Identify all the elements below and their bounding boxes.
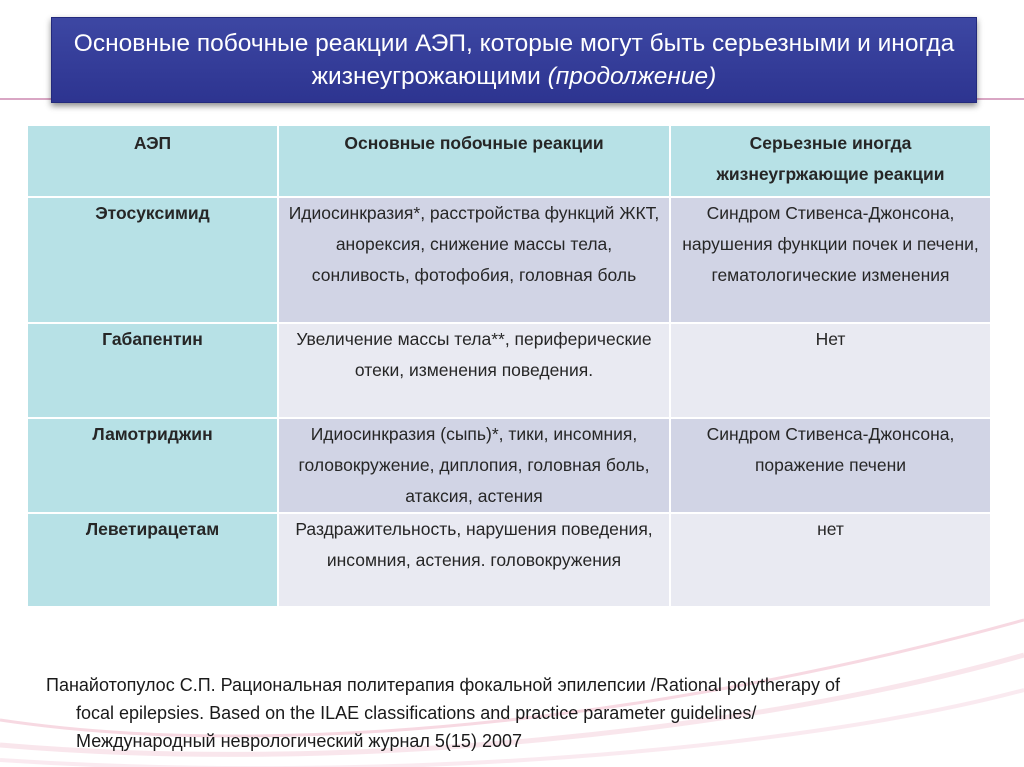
table-row <box>27 418 991 513</box>
serious-cell: Нет <box>670 323 991 418</box>
side-effects-cell: Идиосинкразия (сыпь)*, тики, инсомния, головокружение, диплопия, головная боль, атаксия, астения <box>278 418 670 513</box>
table-row <box>27 323 991 418</box>
reference-line-1: Панайотопулос С.П. Рациональная политерапия фокальной эпилепсии /Rational polytherapy of <box>46 675 840 695</box>
reference-line-3: Международный неврологический журнал 5(15) 2007 <box>76 731 522 751</box>
header-serious: Серьезные иногда жизнеугржающие реакции <box>670 125 991 197</box>
table-header-row <box>27 125 991 197</box>
drug-name: Габапентин <box>27 323 278 418</box>
drug-name: Ламотриджин <box>27 418 278 513</box>
header-side-effects: Основные побочные реакции <box>278 125 670 197</box>
side-effects-cell: Увеличение массы тела**, периферические отеки, изменения поведения. <box>278 323 670 418</box>
side-effects-cell: Идиосинкразия*, расстройства функций ЖКТ, анорексия, снижение массы тела, сонливость, фотофобия, головная боль <box>278 197 670 323</box>
slide-title: Основные побочные реакции АЭП, которые могут быть серьезными и иногда жизнеугрожающими (продолжение) <box>73 30 955 90</box>
table-row <box>27 197 991 323</box>
header-aep: АЭП <box>27 125 278 197</box>
drug-name: Этосуксимид <box>27 197 278 323</box>
serious-cell: Синдром Стивенса-Джонсона, нарушения функции почек и печени, гематологические изменения <box>670 197 991 323</box>
reference-line-2: focal epilepsies. Based on the ILAE classifications and practice parameter guidelines/ <box>76 703 757 723</box>
drug-name: Леветирацетам <box>27 513 278 607</box>
title-continuation: (продолжение) <box>547 63 717 90</box>
serious-cell: Синдром Стивенса-Джонсона, поражение печени <box>670 418 991 513</box>
serious-cell: нет <box>670 513 991 607</box>
side-effects-cell: Раздражительность, нарушения поведения, инсомния, астения. головокружения <box>278 513 670 607</box>
reference-citation <box>46 671 986 755</box>
side-effects-table <box>26 124 992 608</box>
title-banner <box>51 17 977 103</box>
